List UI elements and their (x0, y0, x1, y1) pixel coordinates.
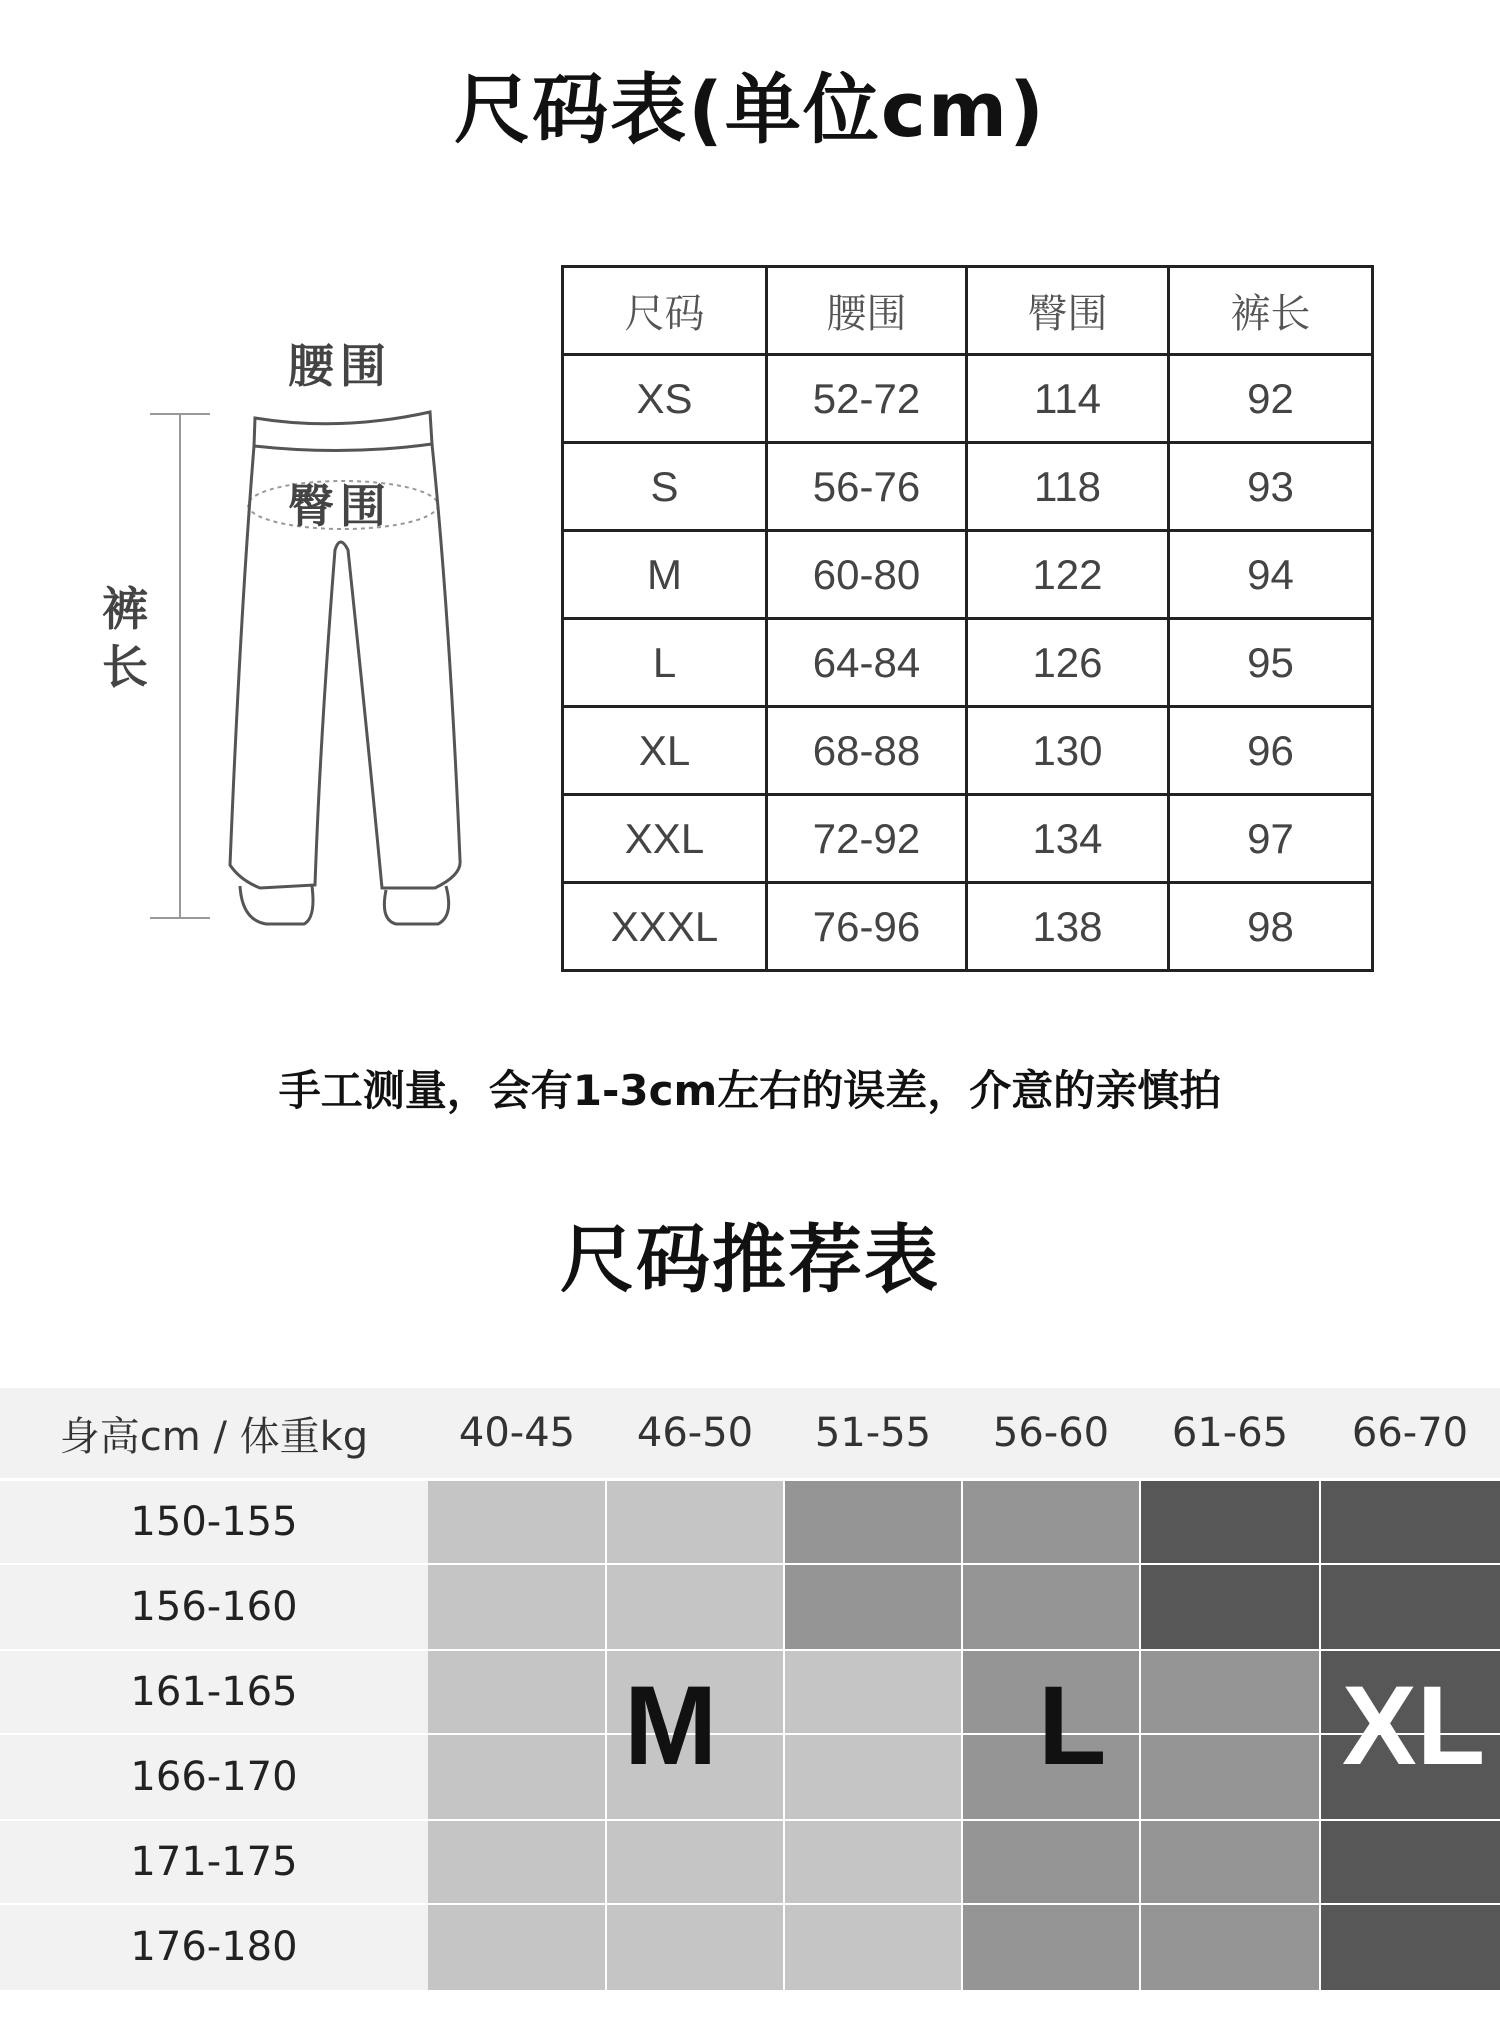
header-hip: 臀围 (967, 267, 1169, 355)
grid-cell (962, 1904, 1140, 1990)
height-label: 171-175 (0, 1820, 428, 1904)
waist-label: 腰围 (288, 339, 392, 393)
grid-cell (428, 1650, 606, 1734)
grid-line (0, 1649, 1500, 1651)
grid-cell (1140, 1904, 1320, 1990)
grid-cell (962, 1820, 1140, 1904)
grid-cell (1140, 1734, 1320, 1820)
table-cell: XXL (563, 795, 767, 883)
hip-label: 臀围 (288, 479, 392, 533)
table-row (563, 795, 1373, 883)
table-cell: 98 (1169, 883, 1373, 971)
table-cell: XS (563, 355, 767, 443)
length-label (100, 580, 150, 696)
grid-line (0, 1733, 1500, 1735)
table-cell: 64-84 (767, 619, 967, 707)
height-label: 161-165 (0, 1650, 428, 1734)
recommend-grid (0, 1388, 1500, 1984)
table-cell: 126 (967, 619, 1169, 707)
grid-cell (606, 1820, 784, 1904)
grid-cell (1320, 1904, 1500, 1990)
pants-diagram-icon (90, 320, 490, 940)
height-label: 176-180 (0, 1904, 428, 1990)
weight-header: 51-55 (784, 1388, 962, 1478)
grid-cell (784, 1820, 962, 1904)
grid-cell (1140, 1820, 1320, 1904)
grid-cell (962, 1564, 1140, 1650)
grid-cell (1320, 1564, 1500, 1650)
weight-header: 56-60 (962, 1388, 1140, 1478)
recommend-title: 尺码推荐表 (560, 1217, 940, 1303)
table-row (563, 355, 1373, 443)
size-table (561, 265, 1374, 972)
grid-cell (428, 1734, 606, 1820)
table-cell: 72-92 (767, 795, 967, 883)
height-label: 150-155 (0, 1480, 428, 1564)
table-cell: L (563, 619, 767, 707)
grid-cell (428, 1820, 606, 1904)
table-cell: 96 (1169, 707, 1373, 795)
table-cell: 122 (967, 531, 1169, 619)
grid-cell (606, 1904, 784, 1990)
table-cell: 60-80 (767, 531, 967, 619)
length-label-char-1: 裤 (102, 582, 148, 636)
table-cell: 94 (1169, 531, 1373, 619)
weight-header: 66-70 (1320, 1388, 1500, 1478)
grid-cell (784, 1564, 962, 1650)
height-label: 166-170 (0, 1734, 428, 1820)
weight-header: 61-65 (1140, 1388, 1320, 1478)
height-label: 156-160 (0, 1564, 428, 1650)
header-size: 尺码 (563, 267, 767, 355)
grid-cell (784, 1480, 962, 1564)
grid-line (0, 1479, 1500, 1481)
grid-cell (1140, 1480, 1320, 1564)
table-row (563, 707, 1373, 795)
table-cell: 93 (1169, 443, 1373, 531)
table-cell: 97 (1169, 795, 1373, 883)
table-row (563, 443, 1373, 531)
size-label-m: M (624, 1663, 718, 1788)
grid-cell (962, 1480, 1140, 1564)
table-header-row (563, 267, 1373, 355)
table-cell: 76-96 (767, 883, 967, 971)
size-label-l: L (1038, 1663, 1107, 1788)
grid-line (783, 1480, 785, 1990)
table-cell: 134 (967, 795, 1169, 883)
grid-cell (1140, 1564, 1320, 1650)
grid-cell (784, 1904, 962, 1990)
grid-line (0, 1903, 1500, 1905)
grid-cell (1140, 1650, 1320, 1734)
table-cell: 68-88 (767, 707, 967, 795)
grid-cell (428, 1480, 606, 1564)
grid-cell (428, 1904, 606, 1990)
page-title: 尺码表(单位cm) (454, 65, 1046, 154)
length-label-char-2: 长 (102, 640, 148, 694)
measurement-note: 手工测量，会有1-3cm左右的误差，介意的亲慎拍 (278, 1066, 1222, 1115)
grid-cell (784, 1650, 962, 1734)
table-cell: S (563, 443, 767, 531)
table-cell: M (563, 531, 767, 619)
table-row (563, 883, 1373, 971)
grid-cell (1320, 1480, 1500, 1564)
grid-cell (1320, 1820, 1500, 1904)
grid-line (0, 1563, 1500, 1565)
table-row (563, 619, 1373, 707)
weight-header: 40-45 (428, 1388, 606, 1478)
size-label-xl: XL (1342, 1663, 1486, 1788)
table-cell: XL (563, 707, 767, 795)
grid-line (1139, 1480, 1141, 1990)
table-cell: 52-72 (767, 355, 967, 443)
table-cell: 95 (1169, 619, 1373, 707)
grid-cell (784, 1734, 962, 1820)
weight-header: 46-50 (606, 1388, 784, 1478)
table-row (563, 531, 1373, 619)
table-cell: 114 (967, 355, 1169, 443)
table-cell: 138 (967, 883, 1169, 971)
table-cell: 92 (1169, 355, 1373, 443)
grid-line (0, 1819, 1500, 1821)
header-waist: 腰围 (767, 267, 967, 355)
grid-line (605, 1480, 607, 1990)
corner-label: 身高cm / 体重kg (0, 1388, 428, 1478)
table-cell: 56-76 (767, 443, 967, 531)
grid-cell (606, 1564, 784, 1650)
table-cell: 130 (967, 707, 1169, 795)
table-cell: 118 (967, 443, 1169, 531)
header-length: 裤长 (1169, 267, 1373, 355)
table-cell: XXXL (563, 883, 767, 971)
grid-cell (428, 1564, 606, 1650)
grid-line (961, 1480, 963, 1990)
grid-cell (606, 1480, 784, 1564)
grid-line (1319, 1480, 1321, 1990)
